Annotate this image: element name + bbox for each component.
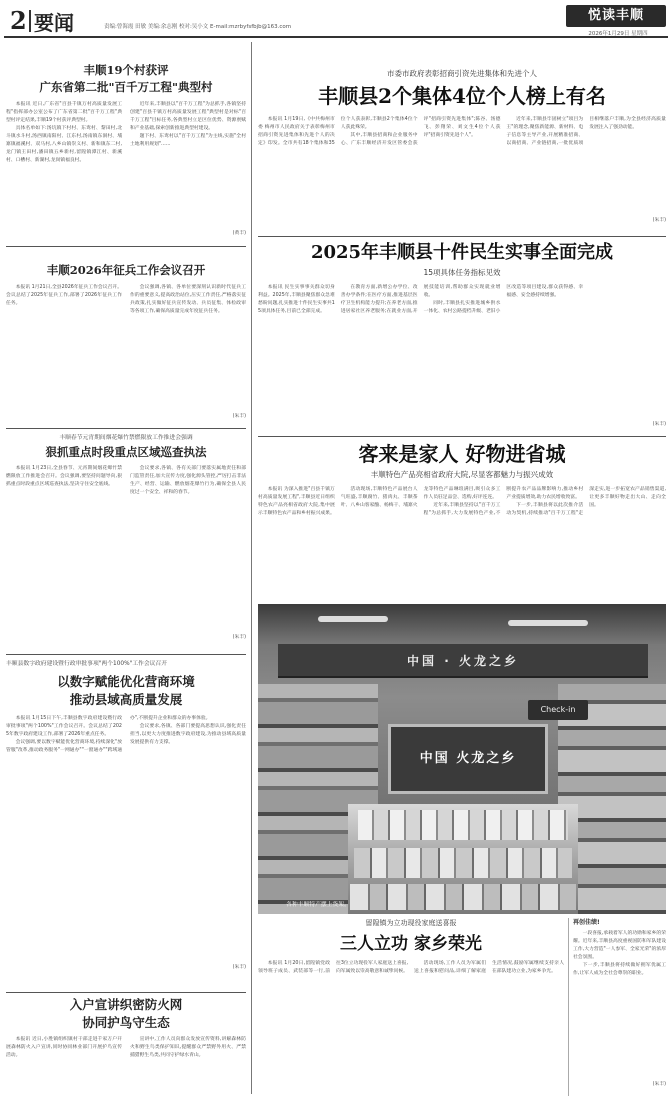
article-body [258, 284, 666, 420]
store-banner [278, 644, 648, 678]
masthead-divider [29, 10, 31, 32]
paragraph: 会议要求,各镇、各有关部门要落实属地责任和部门监管责任,加大宣传力度,强化源头管控,严厉打击非法生产、经营、运输、燃放烟花爆竹行为,确保全县人民度过一个安全、祥和的春节。 [130, 466, 246, 495]
page-number: 2 [10, 6, 27, 35]
article-typical-villages [6, 62, 246, 242]
divider [6, 654, 246, 655]
article-fire-prevention [6, 996, 246, 1096]
product-row [354, 848, 572, 878]
headline: 丰顺县2个集体4位个人榜上有名 [318, 84, 606, 108]
paragraph: 题下村、东鸾村以"百千万工程"为主线,实施"全村土地利用规划"…… [130, 134, 246, 147]
editor-credits: 责编:曾海霞 田敏 美编:余志刚 校对:吴小文 E-mail:mzrbyfsfbjb@163.com [104, 24, 292, 30]
check-in-sign [528, 700, 588, 720]
paragraph: 本报讯 近日,广东省"百县千镇万村高质量发展工程"指挥部办公室公布了广东省第二批"百千万工程"典型村评定结果,丰顺19个村获评典型村。 [6, 102, 122, 123]
stand-text: 中国 火龙之乡 [419, 751, 517, 766]
article-body [258, 116, 666, 216]
banner-text: 中国 · 火龙之乡 [407, 654, 519, 668]
kicker: 丰顺春节元宵期间烟花爆竹禁燃限放工作推进会强调 [59, 435, 193, 441]
byline: (朱丰) [652, 422, 666, 427]
paragraph: 本报讯 1月20日,留隍镇党政领导班子成员、武装部等一行,前往3位立功现役军人家庭送上喜报,向军属致以崇高敬意和诚挚问候。 [258, 961, 408, 974]
headline: 以数字赋能优化营商环境 推动县域高质量发展 [57, 674, 195, 707]
ceiling-light [508, 620, 588, 626]
kicker: 市委市政府表彰招商引资先进集体和先进个人 [387, 69, 537, 78]
article-body [258, 486, 666, 598]
paragraph: 活动现场,工作人员为军属们送上喜报和慰问品,详细了解家庭生活情况,鼓励军属继续支持亲人在部队建功立业,为家乡争光。 [414, 961, 564, 974]
photo-caption: 各种丰顺特产摆上货架。 [286, 902, 350, 908]
article-body [258, 960, 564, 1086]
paragraph: 宣讲中,工作人员向群众发放宣传资料,讲解森林防火和野生鸟类保护知识,提醒群众严禁野外用火、严禁捕猎野生鸟类,共同守护绿水青山。 [130, 1037, 246, 1058]
divider [6, 992, 246, 993]
byline: (朱丰) [232, 414, 246, 419]
headline: 2025年丰顺县十件民生实事全面完成 [310, 242, 614, 263]
headline: 狠抓重点时段重点区域巡查执法 [45, 445, 207, 459]
section-name: 要闻 [34, 11, 74, 35]
paragraph: 近年来,丰顺县以"百千万工程"为总抓手,各镇坚持创建"百县千镇万村高质量发展工程"典型村是对标"百千万工程"目标任务,各典型村立足区位优势、资源禀赋和产业基础,探索创新推进典型村建设。 [130, 102, 246, 131]
paragraph: 本报讯 为深入推进"百县千镇万村高质量发展工程",丰顺县近日组织特色农产品亮相省政府大院,集中展示丰顺特色农产品和乡村振兴成果。 [258, 487, 335, 516]
paragraph: 活动现场,丰顺特色产品展台人气旺盛,丰顺腐竹、猪肉丸、丰顺茶叶、八乡山客家酿、杨梅干、埔寨火龙等特色产品琳琅满目,吸引众多工作人员驻足品尝、选购,好评连连。 [340, 487, 501, 508]
article-military-merit [258, 918, 564, 1096]
paragraph: 本报讯 民生实事事关群众切身利益。2025年,丰顺县聚焦群众急难愁盼问题,扎实推进十件民生实事共15项具体任务,目前已全部完成。 [258, 285, 335, 314]
headline: 入户宣讲织密防火网 协同护鸟守生态 [69, 997, 183, 1030]
byline: (朱丰) [652, 218, 666, 223]
paragraph: 下一步,丰顺县将以此次推介活动为契机,持续推动"百千万工程"走深走实,进一步拓宽农产品销售渠道,让更多丰顺好物走出大山、走向全国。 [506, 487, 666, 516]
issue-date: 2026年1月29日 星期四 [588, 31, 648, 37]
article-body [6, 101, 246, 229]
masthead [4, 4, 668, 38]
byline: (朱丰) [232, 635, 246, 640]
article-conscription [6, 262, 246, 424]
column-badge [566, 5, 666, 27]
article-body [6, 715, 246, 963]
headline: 丰顺2026年征兵工作会议召开 [46, 263, 206, 277]
paragraph: 本报讯 1月21日,全县2026年征兵工作会议召开。会议总结了2025年征兵工作,部署了2026年征兵工作任务。 [6, 285, 122, 306]
paragraph: 同时,丰顺县扎实推进城乡供水一体化、农村公路提档升级、老旧小区改造等项目建设,群众获得感、幸福感、安全感持续增强。 [423, 285, 584, 314]
headline: 三人立功 家乡荣光 [340, 934, 482, 954]
kicker: 丰顺县数字政府建设暨行政审批事项"两个100%"工作会议召开 [6, 661, 168, 667]
product-row [350, 884, 576, 910]
paragraph: 下一步,丰顺县将持续做好拥军优属工作,让军人成为全社会尊崇的职业。 [573, 963, 666, 976]
article-fireworks [6, 434, 246, 650]
store-photo [258, 604, 666, 914]
article-body [6, 284, 246, 412]
article-digital-government [6, 660, 246, 988]
divider [258, 236, 666, 237]
paragraph: 本报讯 1月19日,《中共梅州市委 梅州市人民政府关于表彰梅州市招商引资先进集体和先进个人的决定》印发。全市共有18个集体和35位个人获表彰,丰顺县2个集体4位个人获此殊荣。 [258, 117, 418, 146]
ceiling [258, 604, 666, 644]
paragraph: 会议强调,要以数字赋能优化营商环境,持续深化"放管服"改革,推动政务服务"一网通办""一窗通办""跨域通办",不断提升企业和群众的办事体验。 [6, 716, 211, 753]
divider [6, 246, 246, 247]
paragraph: 其中,丰顺县招商和企业服务中心、广东丰顺经济开发区管委会获评"招商引资先进集体";陈谷、汤德飞、彭翔荣、刘文生4位个人获评"招商引资先进个人"。 [340, 117, 501, 146]
article-investment-award [258, 68, 666, 232]
article-body [6, 1036, 246, 1092]
paragraph: 会议强调,各镇、各单位要深刻认识新时代征兵工作的重要意义,提高政治站位,压实工作责任,严格落实征兵政策,扎实做好征兵宣传发动、兵员征集、体检政审等各项工作,确保高质量完成年度征兵任务。 [130, 285, 246, 314]
byline: (黄丰) [232, 231, 246, 236]
article-sidebar-note [568, 918, 666, 1096]
column-rule [251, 42, 252, 1094]
deck: 15项具体任务指标见效 [423, 268, 501, 277]
article-specialty-products [258, 440, 666, 604]
byline: (朱丰) [652, 1082, 666, 1087]
product-row [358, 810, 568, 840]
center-stand [388, 724, 548, 794]
paragraph: 本报讯 1月23日,全县春节、元宵期间烟花爆竹禁燃限放工作推进会召开。会议强调,要坚持问题导向,狠抓重点时段重点区域巡查执法,坚决守住安全底线。 [6, 466, 122, 487]
paragraph: 在教育方面,新增公办学位、改善办学条件;在医疗方面,推进基层医疗卫生机构能力提升;在养老方面,推进居家社区养老服务;在就业方面,开展技能培训,帮助群众实现就业增收。 [340, 285, 501, 314]
divider [6, 428, 246, 429]
article-livelihood [258, 240, 666, 432]
column-title: 悦读丰顺 [587, 8, 644, 23]
paragraph: 本报讯 1月15日下午,丰顺县数字政府建设暨行政审批事项"两个100%"工作会议召开。会议总结了2025年数字政府建设工作,部署了2026年重点任务。 [6, 716, 122, 737]
headline: 客来是家人 好物进省城 [358, 442, 566, 466]
deck: 丰顺特色产品亮相省政府大院,尽显客都魅力与振兴成效 [370, 470, 554, 479]
headline: 丰顺19个村获评 广东省第二批"百千万工程"典型村 [39, 63, 213, 94]
byline: (朱丰) [232, 965, 246, 970]
paragraph: 本报讯 近日,小胜镇组织镇村干部走进千家万户开展森林防火入户宣讲,同时协同林业部门开展护鸟宣传活动。 [6, 1037, 122, 1058]
sign-text: Check-in [540, 705, 576, 714]
paragraph: 近年来,丰顺县牢固树立"项目为王"的理念,聚焦新能源、新材料、电子信息等主导产业,开展精准招商、以商招商、产业链招商,一批优质项目相继落户丰顺,为全县经济高质量发展注入了强劲动能。 [506, 117, 666, 146]
article-body [6, 465, 246, 633]
article-body [573, 930, 666, 1080]
divider [258, 436, 666, 437]
headline: 再创佳绩! [573, 919, 600, 926]
ceiling-light [318, 616, 388, 622]
kicker: 留隍镇为立功现役家庭送喜报 [365, 919, 457, 927]
paragraph: 具体名单如下:汤坑镇下村村、东鸾村、黎田村,北斗镇水斗村,汤西镇南阳村、江东村,汤南镇东洞村、埔寨镇福溪村、双马村,八乡山镇崇义村、新和镇东二村,龙门镇王田村,潘田镇五乡新村,留隍镇潭江村、新溪村、口槽村、新湖村,龙岗镇福良村。 [6, 126, 122, 163]
paragraph: 一段喜报,承载着军人的功勋和家乡的荣耀。近年来,丰顺县高度重视国防和军队建设工作,大力营造"一人参军、全家光荣"的浓厚社会氛围。 [573, 931, 666, 960]
paragraph: 会议要求,各镇、各部门要提高思想认识,强化责任担当,以更大力度推进数字政府建设,为推动县域高质量发展提供有力支撑。 [130, 724, 246, 745]
paragraph: 近年来,丰顺县坚持以"百千万工程"为总抓手,大力发展特色产业,不断提升农产品品牌影响力,推动乡村产业提质增效,助力农民增收致富。 [423, 487, 584, 516]
